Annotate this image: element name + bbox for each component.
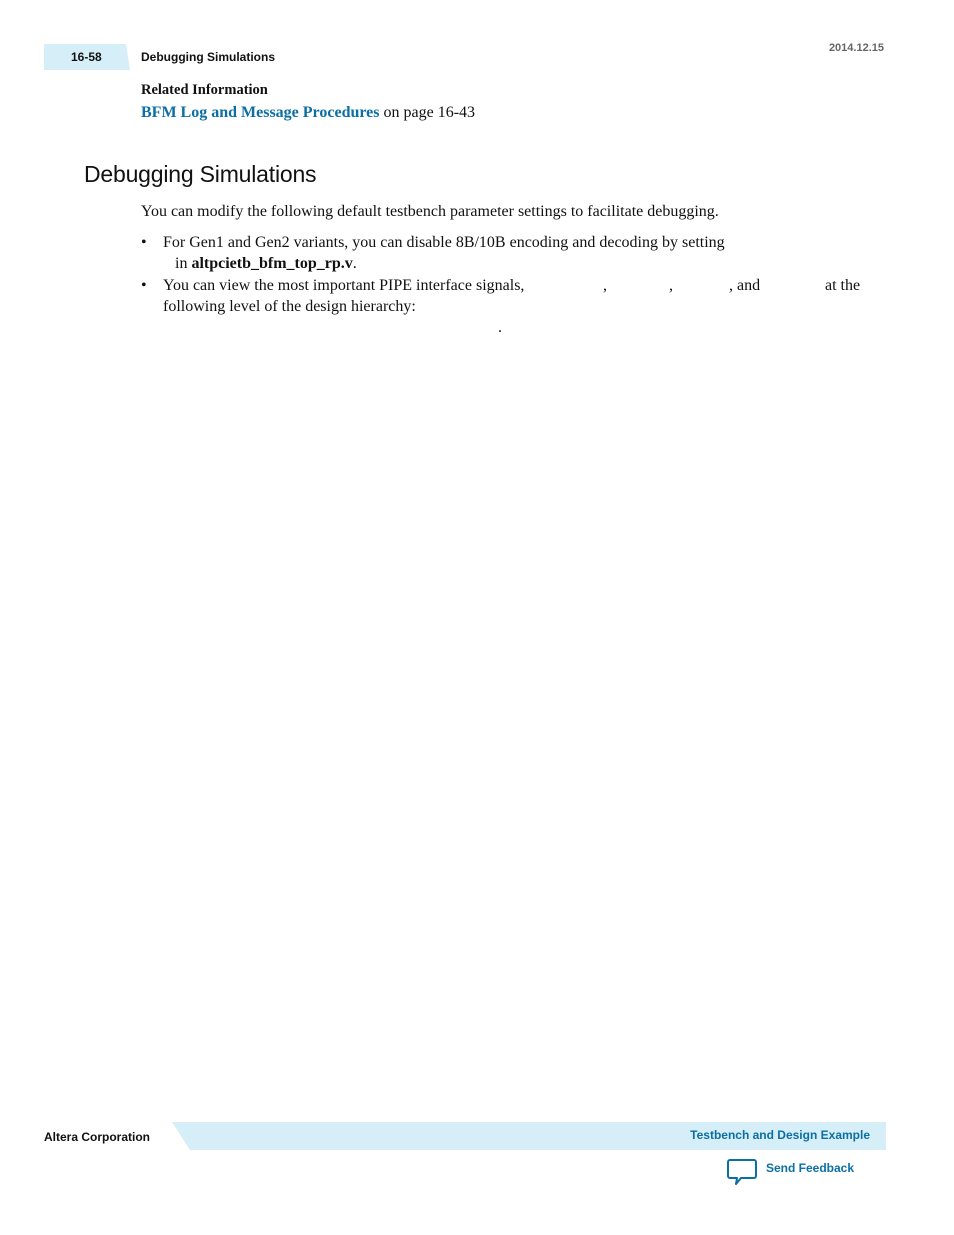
bullet-2-line1-a: You can view the most important PIPE interface signals, (163, 277, 525, 294)
bullet-2-line2: following level of the design hierarchy: (163, 298, 416, 315)
bullet-symbol: • (141, 234, 147, 251)
bullet-1-suffix: . (352, 255, 357, 272)
related-info-heading: Related Information (141, 82, 268, 98)
speech-bubble-icon (727, 1158, 757, 1186)
bullet-2-sep-1: , (603, 277, 607, 294)
related-info-line (141, 104, 475, 122)
send-feedback-label: Send Feedback (766, 1161, 855, 1175)
bullet-1-line2 (175, 255, 357, 273)
footer-chapter-link[interactable]: Testbench and Design Example (690, 1128, 870, 1142)
send-feedback-button[interactable] (727, 1158, 854, 1186)
page-title: Debugging Simulations (84, 161, 317, 187)
bullet-2-sep-3: , and (729, 277, 761, 294)
bullet-2-line3: . (498, 319, 502, 336)
bullet-1-prefix: in (175, 255, 188, 272)
footer-company: Altera Corporation (44, 1130, 151, 1144)
bullet-symbol: • (141, 277, 147, 294)
related-link-suffix: on page 16-43 (383, 104, 476, 121)
header-date: 2014.12.15 (828, 42, 884, 54)
bullet-1-line1: For Gen1 and Gen2 variants, you can disable 8B/10B encoding and decoding by setting (163, 234, 725, 251)
bullet-2-sep-2: , (669, 277, 673, 294)
page-number: 16-58 (71, 50, 102, 64)
bfm-log-link[interactable]: BFM Log and Message Procedures (141, 104, 380, 121)
intro-paragraph: You can modify the following default testbench parameter settings to facilitate debugging. (141, 203, 719, 220)
filename-bold: altpcietb_bfm_top_rp.v (191, 255, 353, 272)
header-section-title: Debugging Simulations (141, 50, 275, 64)
bullet-2-line1-b: at the (825, 277, 861, 294)
